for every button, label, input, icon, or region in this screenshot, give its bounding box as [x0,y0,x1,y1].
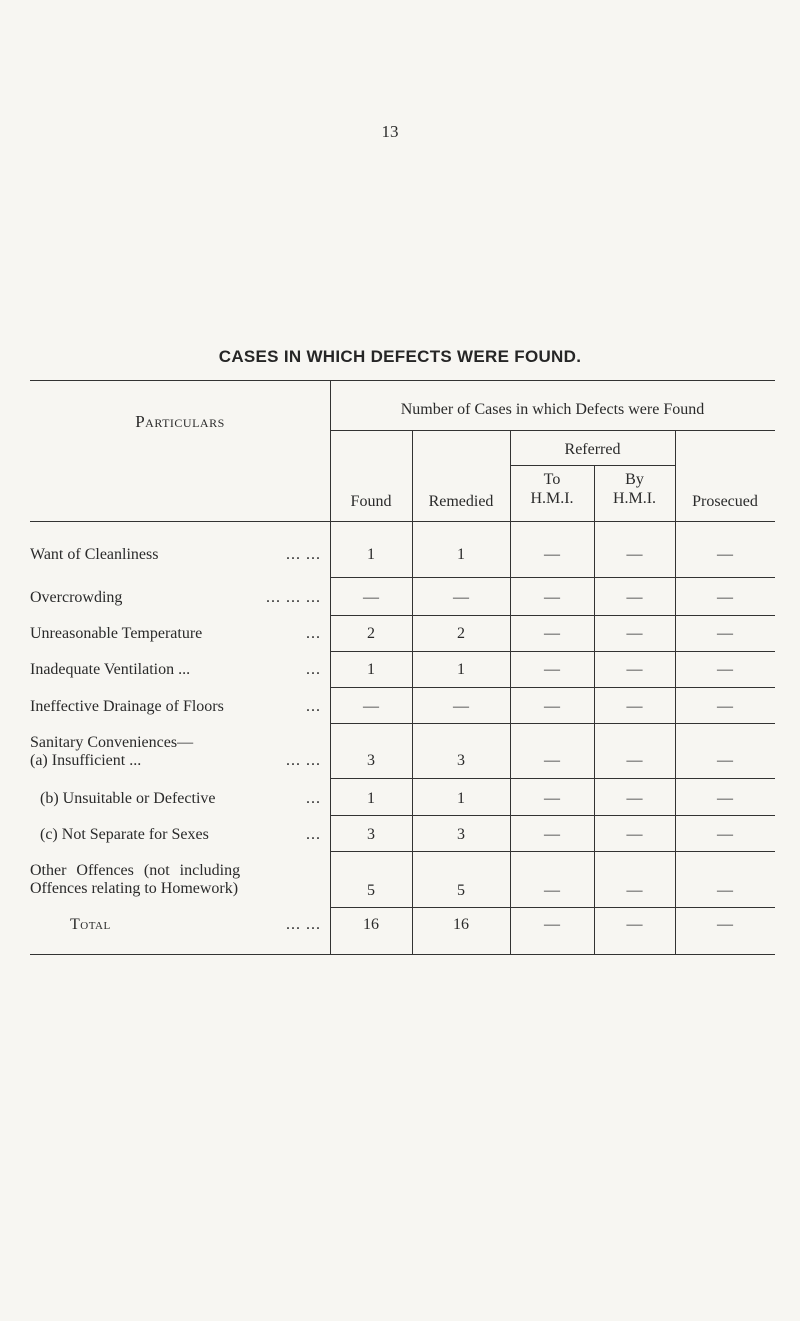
row-rule [330,815,775,816]
row-label-text: (c) Not Separate for Sexes [40,826,209,843]
row-rule [330,687,775,688]
to-hmi-cell: — [544,661,560,678]
to-hmi-cell: — [544,826,560,843]
leader-dots: ... [306,790,321,807]
referred-header: Referred [564,441,621,458]
total-remedied-cell: 16 [453,916,469,933]
to-hmi-cell: — [544,752,560,769]
to-hmi-cell: — [544,698,560,715]
found-cell: — [363,589,379,606]
table-top-rule [30,380,775,381]
remedied-cell: 1 [457,661,465,678]
remedied-cell: — [453,698,469,715]
row-rule [330,723,775,724]
remedied-cell: 5 [457,882,465,899]
by-hmi-cell: — [626,661,643,678]
remedied-cell: 1 [457,790,465,807]
found-cell: 3 [367,826,375,843]
by-hmi-cell: — [626,698,643,715]
total-by-hmi-cell: — [626,916,643,933]
to-hmi-cell: — [544,546,560,563]
to-hmi-header-line1: To [543,471,561,488]
leader-dots: ... ... [286,546,321,563]
row-label [40,825,325,844]
total-prosecuted-cell: — [717,916,733,933]
prosecuted-cell: — [717,752,733,769]
total-label [70,915,325,934]
by-hmi-header-line2: H.M.I. [612,490,657,507]
remedied-cell: 3 [457,826,465,843]
total-label-text: Total [70,916,111,933]
found-cell: — [363,698,379,715]
by-hmi-header [594,470,675,508]
by-hmi-cell: — [626,882,643,899]
row-label-pre-text: Sanitary Conveniences— [30,734,194,751]
to-hmi-cell: — [544,790,560,807]
prosecuted-cell: — [717,546,733,563]
particulars-header: Particulars [135,412,225,431]
remedied-cell: — [453,589,469,606]
row-label-text: (a) Insufficient ... [30,752,142,769]
found-header: Found [350,493,392,510]
leader-dots: ... ... [286,916,321,933]
total-found-cell: 16 [363,916,379,933]
row-label [30,751,325,770]
prosecuted-cell: — [717,882,733,899]
to-hmi-cell: — [544,589,560,606]
by-hmi-cell: — [626,589,643,606]
found-cell: 1 [367,661,375,678]
row-label [30,660,325,679]
by-hmi-cell: — [626,546,643,563]
row-label-text: Overcrowding [30,589,123,606]
row-label-text: Unreasonable Temperature [30,625,203,642]
by-hmi-cell: — [626,625,643,642]
found-cell: 1 [367,546,375,563]
row-label-pre [30,861,325,880]
prosecuted-cell: — [717,698,733,715]
prosecuted-cell: — [717,625,733,642]
leader-dots: ... [306,661,321,678]
leader-dots: ... ... [286,752,321,769]
total-rule [330,907,775,908]
remedied-divider [510,430,511,955]
by-hmi-cell: — [626,826,643,843]
to-hmi-header [510,470,594,508]
row-label [30,697,325,716]
table-bottom-rule [30,954,775,955]
prosecuted-cell: — [717,589,733,606]
referred-rule [510,465,675,466]
by-hmi-cell: — [626,752,643,769]
row-label-text: Offences relating to Homework) [30,880,239,897]
prosecuted-header: Prosecued [692,493,758,510]
leader-dots: ... [306,826,321,843]
page-number: 13 [381,122,399,141]
header-bottom-rule [30,521,775,522]
leader-dots: ... [306,625,321,642]
remedied-cell: 3 [457,752,465,769]
group-header: Number of Cases in which Defects were Found [400,401,705,418]
found-cell: 3 [367,752,375,769]
row-label-text: Inadequate Ventilation ... [30,661,191,678]
row-label [30,588,325,607]
total-to-hmi-cell: — [544,916,560,933]
row-rule [330,851,775,852]
row-rule [330,615,775,616]
row-label [40,789,325,808]
row-label [30,879,325,898]
found-cell: 5 [367,882,375,899]
to-hmi-cell: — [544,625,560,642]
row-rule [330,651,775,652]
row-rule [330,778,775,779]
remedied-cell: 2 [457,625,465,642]
row-rule [330,577,775,578]
to-hmi-header-line2: H.M.I. [530,490,574,507]
row-label-pre-text: Other Offences (not including [30,862,241,879]
to-hmi-cell: — [544,882,560,899]
row-label [30,624,325,643]
row-label-text: Want of Cleanliness [30,546,159,563]
prosecuted-cell: — [717,661,733,678]
row-label-text: Ineffective Drainage of Floors [30,698,224,715]
by-hmi-cell: — [626,790,643,807]
by-hmi-header-line1: By [625,471,644,488]
leader-dots: ... ... ... [266,589,321,606]
page-title: CASES IN WHICH DEFECTS WERE FOUND. [218,347,582,366]
remedied-cell: 1 [457,546,465,563]
leader-dots: ... [306,698,321,715]
found-cell: 1 [367,790,375,807]
group-header-rule [330,430,775,431]
row-label-pre [30,733,325,752]
row-label [30,545,325,564]
prosecuted-cell: — [717,790,733,807]
prosecuted-cell: — [717,826,733,843]
remedied-header: Remedied [428,493,494,510]
row-label-text: (b) Unsuitable or Defective [40,790,216,807]
found-cell: 2 [367,625,375,642]
